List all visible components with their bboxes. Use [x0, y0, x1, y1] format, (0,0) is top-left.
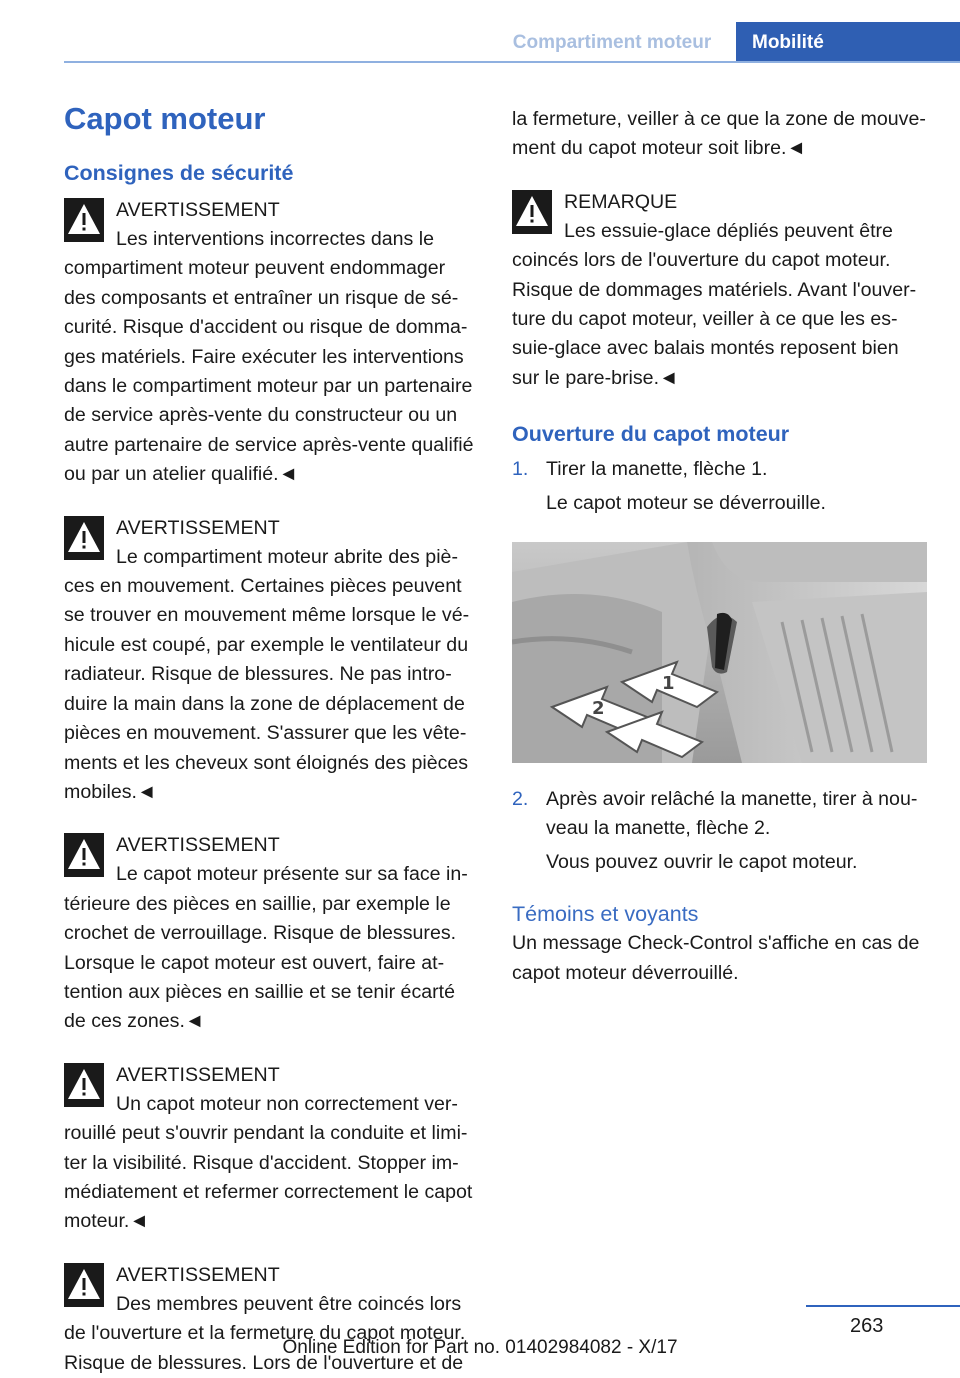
warning-text: Un capot moteur non correctement ver-rouillé peut s'ouvrir pendant la conduite et limi-ter la visibilité. Risque d'accident. Stopper im-médiatement et refermer correctement le capot moteur.◄: [64, 1092, 473, 1233]
warning-block: [64, 514, 478, 808]
arrow-2-label: 2: [592, 698, 605, 720]
warning-label: AVERTISSEMENT: [116, 1063, 280, 1086]
warning-block: [64, 1261, 478, 1378]
list-item: [512, 455, 926, 518]
warning-icon: [512, 190, 552, 234]
warning-icon: [64, 1063, 104, 1107]
steps-list: [512, 785, 926, 877]
warning-text: Des membres peuvent être coincés lors de l'ouverture et la fermeture du capot moteur. Risque de blessures. Lors de l'ouverture et de: [64, 1292, 466, 1374]
page-number: 263: [850, 1315, 884, 1337]
warning-text: Le capot moteur présente sur sa face in-térieure des pièces en saillie, par exemple le crochet de verrouillage. Risque de blessures. Lorsque le capot moteur est ouvert, faire at-tention aux pièces en saillie et se tenir écarté de ces zones.◄: [64, 863, 468, 1033]
header-divider: [64, 61, 960, 63]
warning-text: Le compartiment moteur abrite des piè-ces en mouvement. Certaines pièces peuvent se trouver en mouvement même lorsque le vé-hicule est coupé, par exemple le ventilateur du radiateur. Risque de blessures. Ne pas intro-duire la main dans la zone de déplacement de pièces en mouvement. S'assurer que les vête-ments et les cheveux sont éloignés des pièces mobiles.◄: [64, 545, 470, 803]
continuation-text: la fermeture, veiller à ce que la zone de mouve-ment du capot moteur soit libre.◄: [512, 108, 926, 160]
step-subtext: Le capot moteur se déverrouille.: [546, 491, 826, 514]
list-item: [512, 785, 926, 877]
note-label: REMARQUE: [564, 190, 678, 213]
hood-release-illustration: [512, 542, 927, 763]
footer-divider: [806, 1305, 960, 1307]
warning-icon: [64, 1263, 104, 1307]
safety-heading: Consignes de sécurité: [64, 161, 294, 185]
warning-text: Les interventions incorrectes dans le compartiment moteur peuvent endommager des composants et entraîner un risque de sé-curité. Risque d'accident ou risque de domma-ges matériels. Faire exécuter les interventions dans le compartiment moteur par un partenaire de service après-vente du constructeur ou un autre partenaire de service après-vente qualifié ou par un atelier qualifié.◄: [64, 228, 474, 486]
warning-icon: [64, 198, 104, 242]
chapter-tab: Mobilité: [736, 22, 960, 62]
edition-footer: Online Edition for Part no. 01402984082 - X/17: [282, 1337, 678, 1358]
warning-label: AVERTISSEMENT: [116, 1263, 280, 1286]
warning-label: AVERTISSEMENT: [116, 516, 280, 539]
step-text: Tirer la manette, flèche 1.: [546, 458, 768, 481]
opening-heading: Ouverture du capot moteur: [512, 422, 790, 447]
step-text: Après avoir relâché la manette, tirer à nou-veau la manette, flèche 2.: [546, 788, 918, 840]
warning-block: [64, 831, 478, 1036]
warning-label: AVERTISSEMENT: [116, 834, 280, 857]
step-number: 2.: [512, 788, 529, 811]
note-text: Les essuie-glace dépliés peuvent être coincés lors de l'ouverture du capot moteur. Risque de dommages matériels. Avant l'ouver-ture du capot moteur, veiller à ce que les es-suie-glace avec balais montés reposent bien sur le pare-brise.◄: [512, 219, 917, 389]
warning-block: [64, 196, 478, 490]
right-column: [512, 96, 926, 988]
step-number: 1.: [512, 458, 529, 481]
steps-list: [512, 455, 926, 518]
step-subtext: Vous pouvez ouvrir le capot moteur.: [546, 850, 858, 873]
left-column: [64, 96, 478, 1378]
section-tab: Compartiment moteur: [512, 32, 712, 53]
page-header: [0, 0, 960, 62]
indicators-text: Un message Check-Control s'affiche en cas de capot moteur déverrouillé.: [512, 932, 920, 984]
warning-block: [64, 1061, 478, 1237]
warning-icon: [64, 516, 104, 560]
warning-label: AVERTISSEMENT: [116, 199, 280, 221]
indicators-heading: Témoins et voyants: [512, 902, 699, 927]
warning-icon: [64, 833, 104, 877]
arrow-1-label: 1: [662, 673, 675, 695]
page-title: Capot moteur: [64, 101, 266, 136]
note-block: [512, 188, 926, 393]
